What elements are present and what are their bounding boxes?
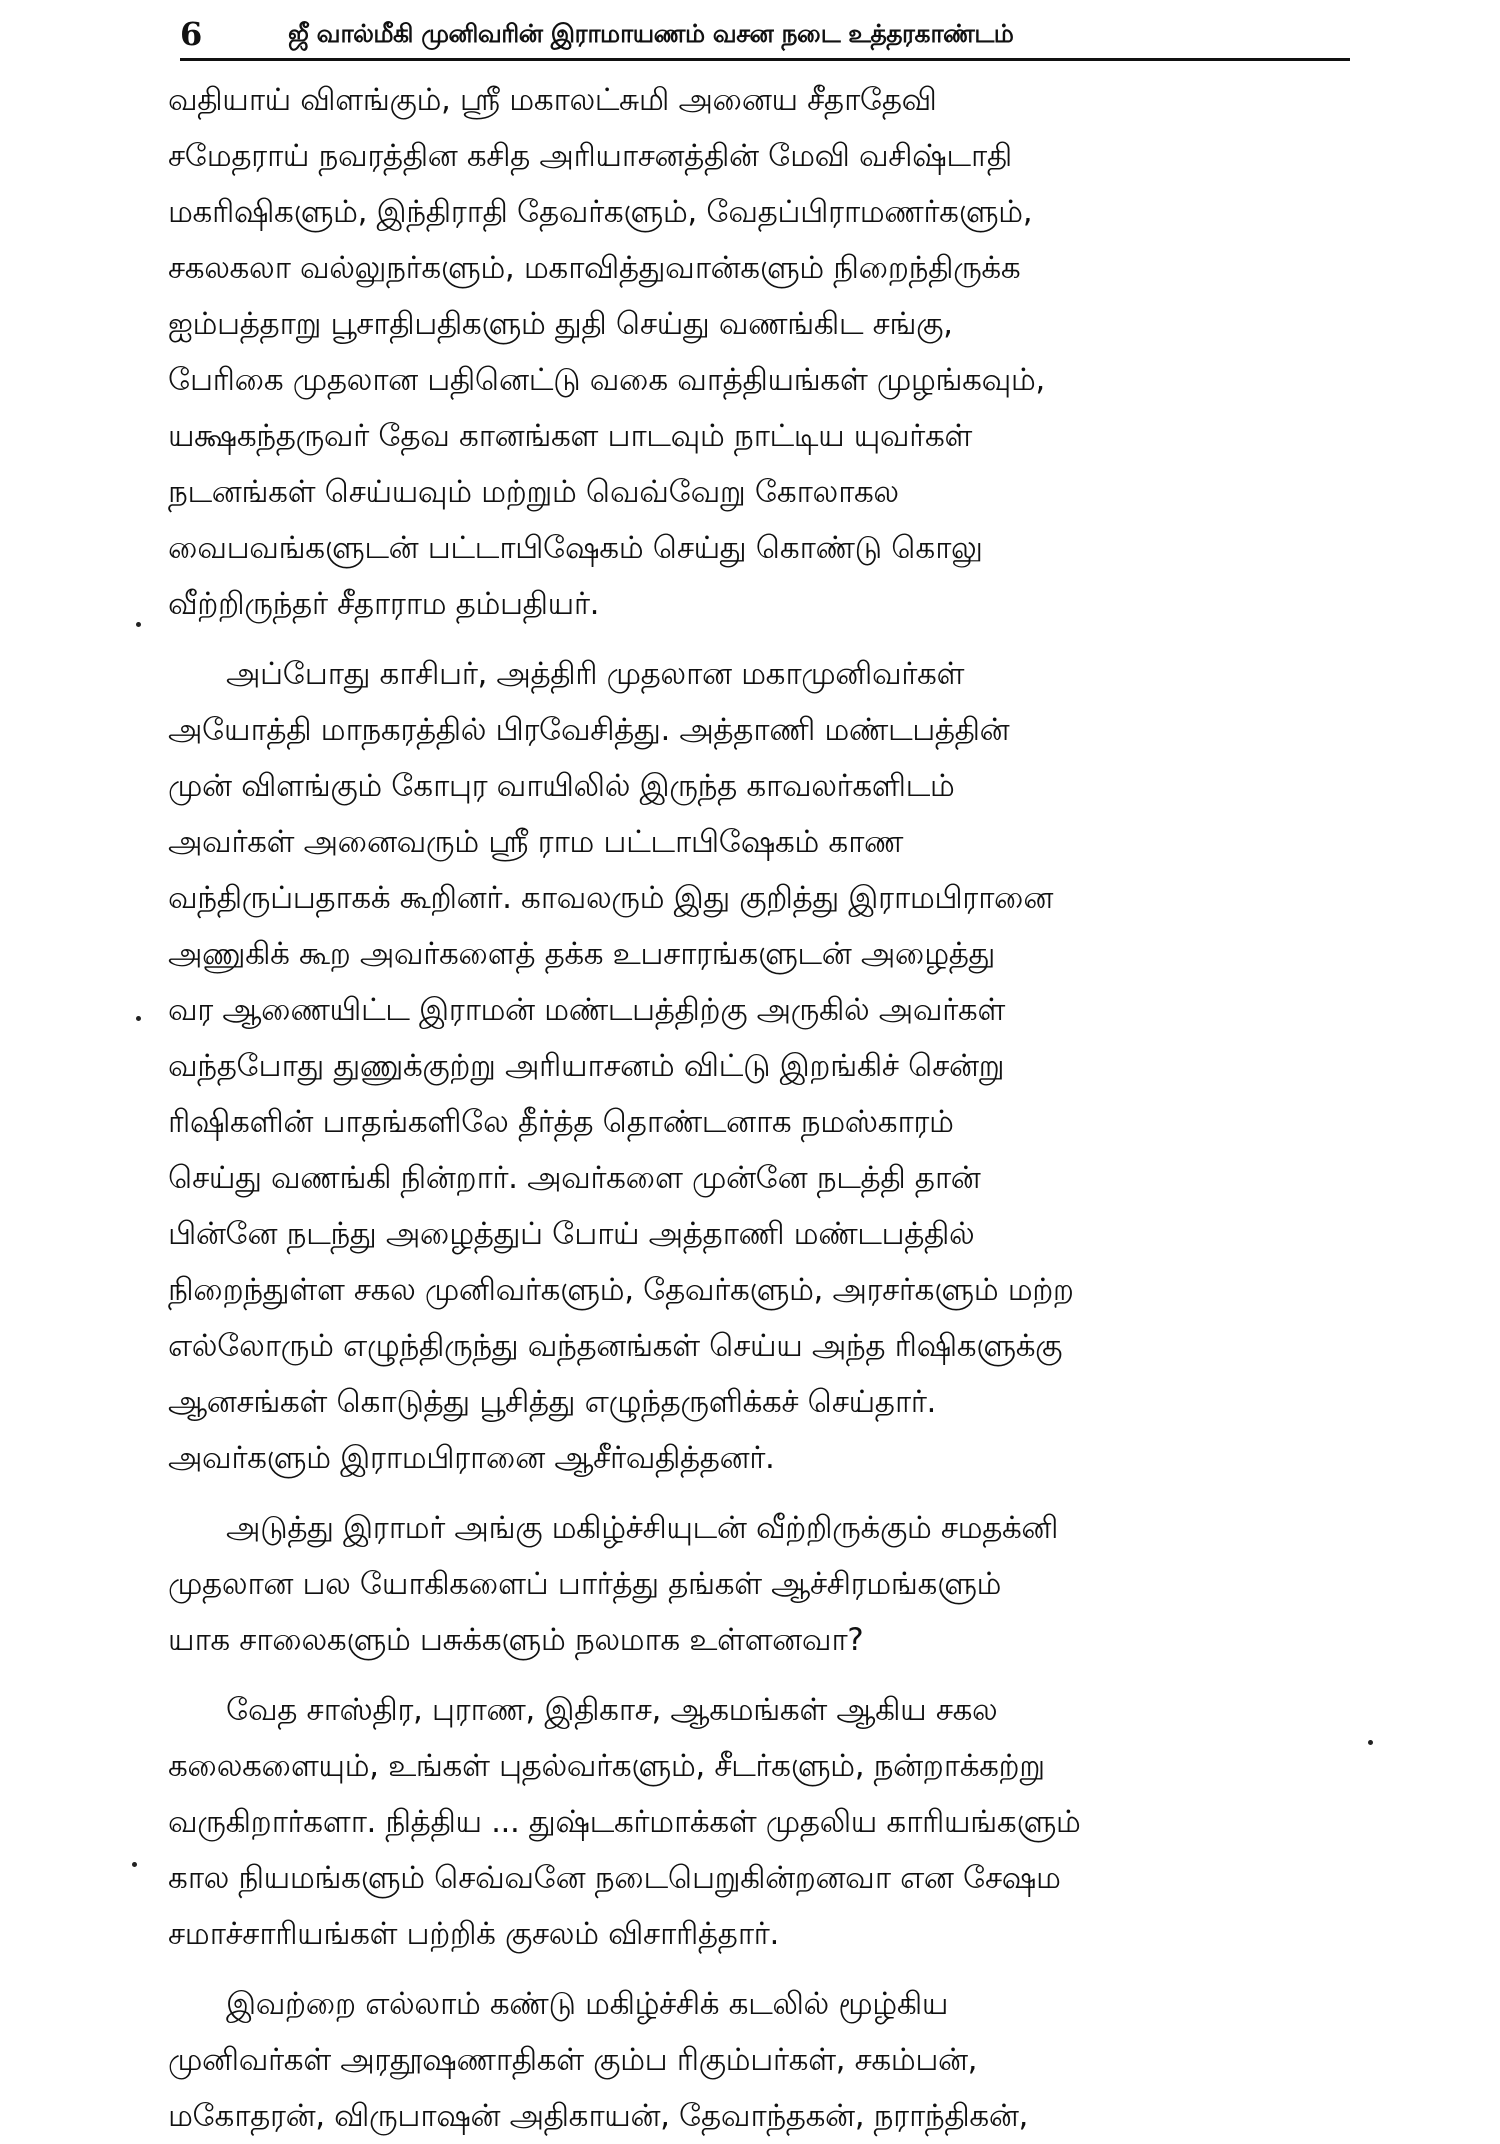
- text-line: வீற்றிருந்தர் சீதாராம தம்பதியர்.: [168, 586, 600, 622]
- text-line: இவற்றை எல்லாம் கண்டு மகிழ்ச்சிக் கடலில் மூழ்கிய: [226, 1986, 948, 2022]
- paragraph: [168, 1976, 1354, 2144]
- text-line: அப்போது காசிபர், அத்திரி முதலான மகாமுனிவர்கள்: [226, 656, 965, 692]
- text-line: முதலான பல யோகிகளைப் பார்த்து தங்கள் ஆச்சிரமங்களும்: [168, 1566, 1002, 1602]
- header-rule: [180, 58, 1350, 61]
- print-speck: [136, 622, 141, 627]
- text-line: சமாச்சாரியங்கள் பற்றிக் குசலம் விசாரித்தார்.: [168, 1916, 779, 1952]
- text-line: வர ஆணையிட்ட இராமன் மண்டபத்திற்கு அருகில் அவர்கள்: [168, 992, 1005, 1028]
- text-line: முனிவர்கள் அரதூஷணாதிகள் கும்ப ரிகும்பர்கள், சகம்பன்,: [168, 2042, 978, 2078]
- text-line: முன் விளங்கும் கோபுர வாயிலில் இருந்த காவலர்களிடம்: [168, 768, 955, 804]
- text-line: அடுத்து இராமர் அங்கு மகிழ்ச்சியுடன் வீற்றிருக்கும் சமதக்னி: [226, 1510, 1059, 1546]
- text-line: ஆனசங்கள் கொடுத்து பூசித்து எழுந்தருளிக்கச் செய்தார்.: [168, 1384, 936, 1420]
- text-line: வேத சாஸ்திர, புராண, இதிகாச, ஆகமங்கள் ஆகிய சகல: [226, 1692, 998, 1728]
- text-line: வந்திருப்பதாகக் கூறினர். காவலரும் இது குறித்து இராமபிரானை: [168, 880, 1054, 916]
- text-line: சகலகலா வல்லுநர்களும், மகாவித்துவான்களும் நிறைந்திருக்க: [168, 250, 1021, 286]
- paragraph-gap: [168, 1962, 1354, 1976]
- text-line: நடனங்கள் செய்யவும் மற்றும் வெவ்வேறு கோலாகல: [168, 474, 899, 510]
- text-line: அணுகிக் கூற அவர்களைத் தக்க உபசாரங்களுடன் அழைத்து: [168, 936, 996, 972]
- text-line: வந்தபோது துணுக்குற்று அரியாசனம் விட்டு இறங்கிச் சென்று: [168, 1048, 1005, 1084]
- text-line: வதியாய் விளங்கும், ஸ்ரீ மகாலட்சுமி அனைய சீதாதேவி: [168, 82, 937, 118]
- text-line: எல்லோரும் எழுந்திருந்து வந்தனங்கள் செய்ய அந்த ரிஷிகளுக்கு: [168, 1328, 1063, 1364]
- page-header: [180, 10, 1350, 58]
- print-speck: [136, 1016, 141, 1021]
- text-line: மகரிஷிகளும், இந்திராதி தேவர்களும், வேதப்பிராமணர்களும்,: [168, 194, 1033, 230]
- paragraph-gap: [168, 632, 1354, 646]
- running-title: ஜீ வால்மீகி முனிவரின் இராமாயணம் வசன நடை உத்தரகாண்டம்: [288, 19, 1014, 48]
- paragraph-gap: [168, 1668, 1354, 1682]
- text-line: பின்னே நடந்து அழைத்துப் போய் அத்தாணி மண்டபத்தில்: [168, 1216, 975, 1252]
- text-line: செய்து வணங்கி நின்றார். அவர்களை முன்னே நடத்தி தான்: [168, 1160, 981, 1196]
- text-line: ஐம்பத்தாறு பூசாதிபதிகளும் துதி செய்து வணங்கிட சங்கு,: [168, 306, 953, 342]
- text-line: கால நியமங்களும் செவ்வனே நடைபெறுகின்றனவா என சேஷம: [168, 1860, 1061, 1896]
- paragraph-gap: [168, 1486, 1354, 1500]
- body-text: [168, 72, 1354, 2144]
- text-line: பேரிகை முதலான பதினெட்டு வகை வாத்தியங்கள் முழங்கவும்,: [168, 362, 1045, 398]
- text-line: அயோத்தி மாநகரத்தில் பிரவேசித்து. அத்தாணி மண்டபத்தின்: [168, 712, 1010, 748]
- paragraph: [168, 72, 1354, 632]
- text-line: யாக சாலைகளும் பசுக்களும் நலமாக உள்ளனவா?: [168, 1622, 864, 1658]
- text-line: அவர்களும் இராமபிரானை ஆசீர்வதித்தனர்.: [168, 1440, 775, 1476]
- paragraph: [168, 646, 1354, 1486]
- paragraph: [168, 1682, 1354, 1962]
- text-line: யக்ஷகந்தருவர் தேவ கானங்கள பாடவும் நாட்டிய யுவர்கள்: [168, 418, 972, 454]
- text-line: சமேதராய் நவரத்தின கசித அரியாசனத்தின் மேவி வசிஷ்டாதி: [168, 138, 1012, 174]
- text-line: வைபவங்களுடன் பட்டாபிஷேகம் செய்து கொண்டு கொலு: [168, 530, 983, 566]
- paragraph: [168, 1500, 1354, 1668]
- text-line: அவர்கள் அனைவரும் ஸ்ரீ ராம பட்டாபிஷேகம் காண: [168, 824, 904, 860]
- text-line: வருகிறார்களா. நித்திய ... துஷ்டகர்மாக்கள் முதலிய காரியங்களும்: [168, 1804, 1081, 1840]
- page-number: 6: [180, 15, 203, 53]
- text-line: நிறைந்துள்ள சகல முனிவர்களும், தேவர்களும், அரசர்களும் மற்ற: [168, 1272, 1074, 1308]
- text-line: ரிஷிகளின் பாதங்களிலே தீர்த்த தொண்டனாக நமஸ்காரம்: [168, 1104, 954, 1140]
- text-line: மகோதரன், விருபாஷன் அதிகாயன், தேவாந்தகன், நராந்திகன்,: [168, 2098, 1028, 2134]
- print-speck: [1368, 1740, 1373, 1745]
- print-speck: [132, 1862, 137, 1867]
- text-line: கலைகளையும், உங்கள் புதல்வர்களும், சீடர்களும், நன்றாக்கற்று: [168, 1748, 1045, 1784]
